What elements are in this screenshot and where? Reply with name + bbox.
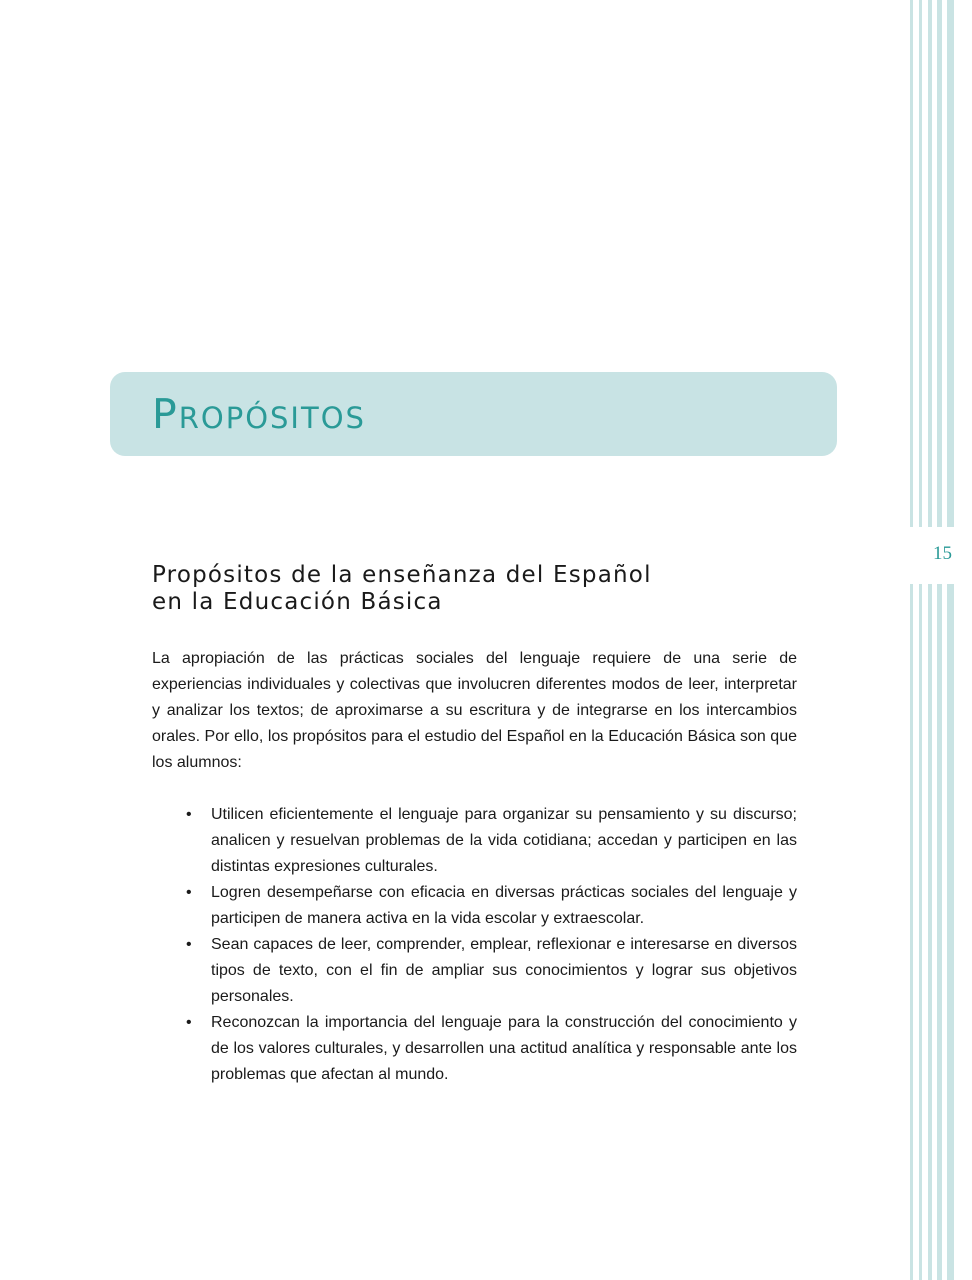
subsection-title — [152, 562, 797, 616]
intro-paragraph: La apropiación de las prácticas sociales del lenguaje requiere de una serie de experiencias individuales y colectivas que involucren diferentes modos de leer, interpretar y analizar los textos; de aproximarse a su escritura y de integrarse en los intercambios orales. Por ello, los propósitos para el estudio del Español en la Educación Básica son que los alumnos: — [152, 650, 797, 771]
main-content — [152, 562, 797, 1088]
bullet-icon: • — [186, 936, 192, 953]
bullet-icon: • — [186, 1014, 192, 1031]
list-item — [186, 880, 797, 932]
stripe — [947, 0, 954, 1280]
decorative-side-stripes — [910, 0, 972, 1280]
list-item — [186, 802, 797, 880]
list-item-text: Logren desempeñarse con eficacia en diversas prácticas sociales del lenguaje y participen de manera activa en la vida escolar y extraescolar. — [211, 884, 797, 927]
stripe — [928, 0, 932, 1280]
subsection-title-line-1: Propósitos de la enseñanza del Español — [152, 562, 652, 588]
section-banner — [110, 372, 837, 456]
list-item-text: Sean capaces de leer, comprender, emplear, reflexionar e interesarse en diversos tipos de texto, con el fin de ampliar sus conocimientos y lograr sus objetivos personales. — [211, 936, 797, 1005]
subsection-title-line-2: en la Educación Básica — [152, 589, 443, 615]
list-item — [186, 1010, 797, 1088]
stripe — [919, 0, 922, 1280]
purposes-list — [152, 802, 797, 1088]
section-title: Propósitos — [152, 390, 366, 438]
bullet-icon: • — [186, 806, 192, 823]
list-item-text: Reconozcan la importancia del lenguaje para la construcción del conocimiento y de los valores culturales, y desarrollen una actitud analítica y responsable ante los problemas que afectan al mundo. — [211, 1014, 797, 1083]
bullet-icon: • — [186, 884, 192, 901]
list-item-text: Utilicen eficientemente el lenguaje para organizar su pensamiento y su discurso; analicen y resuelvan problemas de la vida cotidiana; accedan y participen en las distintas expresiones culturales. — [211, 806, 797, 875]
stripe — [937, 0, 942, 1280]
page-number: 15 — [933, 543, 952, 564]
list-item — [186, 932, 797, 1010]
stripe — [910, 0, 913, 1280]
